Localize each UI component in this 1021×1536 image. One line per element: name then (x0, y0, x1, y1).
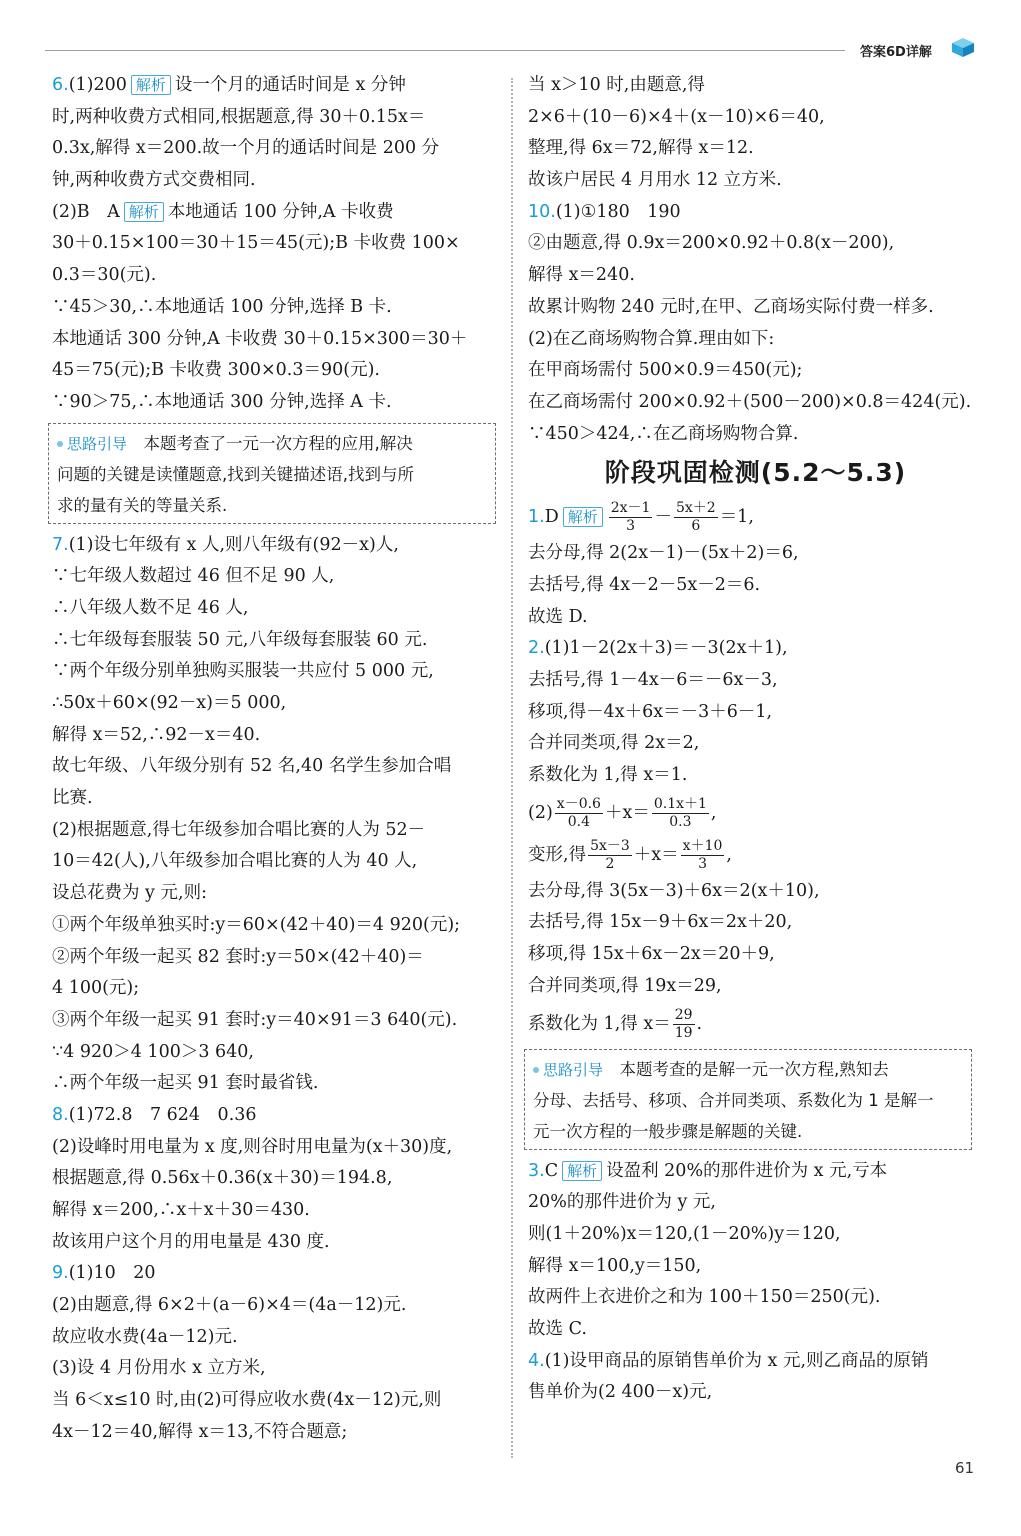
text-line (528, 538, 983, 570)
question-number: 3. (528, 1160, 545, 1181)
line-text: 0.3x,解得 x＝200.故一个月的通话时间是 200 分 (52, 138, 440, 159)
line-text: 变形,得 (528, 844, 587, 865)
line-text: ①两个年级单独买时:y＝60×(42＋40)＝4 920(元); (52, 914, 461, 935)
line-text: 当 6＜x≤10 时,由(2)可得应收水费(4x－12)元,则 (52, 1390, 442, 1411)
line-text: 去括号,得 1－4x－6＝－6x－3, (528, 670, 778, 690)
line-text: 故该用户这个月的用电量是 430 度. (52, 1231, 330, 1252)
text-line (528, 292, 983, 324)
text-line (52, 355, 502, 387)
question-number: 10. (528, 201, 556, 222)
line-text: ∵90＞75,∴本地通话 300 分钟,选择 A 卡. (52, 391, 392, 412)
text-line (52, 846, 502, 878)
fraction (674, 500, 718, 535)
question-number: 9. (52, 1263, 69, 1284)
tip-line (57, 428, 487, 459)
text-line (52, 720, 502, 752)
text-line (528, 197, 983, 229)
line-text: 20%的那件进价为 y 元, (528, 1192, 716, 1213)
bullet-icon (57, 441, 63, 447)
text-line (528, 792, 983, 834)
text-line (52, 656, 502, 688)
text-line (52, 165, 502, 197)
line-text: 解得 x＝100,y＝150, (528, 1255, 702, 1276)
line-text: D (544, 507, 559, 528)
numerator: 5x－3 (590, 837, 630, 854)
line-text: 解得 x＝200,∴x＋x＋30＝430. (52, 1200, 310, 1220)
denominator: 3 (698, 855, 707, 872)
line-text: , (710, 802, 717, 823)
text-line (52, 228, 502, 260)
text-line (528, 419, 983, 451)
line-text: 故该户居民 4 月用水 12 立方米. (528, 170, 782, 191)
line-text: (1)设甲商品的原销售单价为 x 元,则乙商品的原销 (544, 1350, 929, 1371)
line-text: 钟,两种收费方式交费相同. (52, 170, 256, 191)
operator: － (654, 507, 672, 528)
line-text-after: 设盈利 20%的那件进价为 x 元,亏本 (606, 1160, 888, 1181)
line-text: 故应收水费(4a－12)元. (52, 1326, 238, 1347)
text-line (528, 728, 983, 760)
text-line (52, 102, 502, 134)
line-text: , (726, 844, 732, 865)
tip-line (533, 1116, 963, 1147)
text-line (52, 387, 502, 419)
text-line (52, 1100, 502, 1132)
fraction (681, 838, 725, 873)
text-line (528, 939, 983, 971)
question-number: 7. (52, 534, 69, 555)
line-text: 合并同类项,得 19x＝29, (528, 975, 722, 996)
line-text: ∵45＞30,∴本地通话 100 分钟,选择 B 卡. (52, 296, 392, 317)
text-line (528, 602, 983, 634)
question-number: 6. (52, 75, 69, 95)
line-text: ∵七年级人数超过 46 但不足 90 人, (52, 566, 335, 587)
line-text: 系数化为 1,得 x＝1. (528, 765, 688, 786)
text-line (52, 1005, 502, 1037)
line-text: 售单价为(2 400－x)元, (528, 1382, 713, 1403)
line-text: 设总花费为 y 元,则: (52, 883, 207, 904)
question-number: 4. (528, 1350, 545, 1371)
text-line (52, 292, 502, 324)
fraction (555, 796, 603, 831)
line-text: (2)根据题意,得七年级参加合唱比赛的人为 52－ (52, 819, 426, 840)
text-line (52, 1037, 502, 1069)
analysis-tag: 解析 (131, 75, 171, 95)
text-line (528, 1377, 983, 1409)
text-line (528, 260, 983, 292)
text-line (52, 1195, 502, 1227)
tip-label: 思路引导 (543, 1060, 604, 1079)
text-line (52, 1322, 502, 1354)
denominator: 0.4 (567, 813, 591, 830)
analysis-tag: 解析 (124, 202, 164, 222)
text-line (528, 1314, 983, 1346)
text-line (528, 387, 983, 419)
text-line (52, 1353, 502, 1385)
text-line (52, 1290, 502, 1322)
tip-label: 思路引导 (67, 434, 128, 453)
text-line (52, 1385, 502, 1417)
line-text: 2×6＋(10－6)×4＋(x－10)×6＝40, (528, 106, 825, 127)
tip-text: 分母、去括号、移项、合并同类项、系数化为 1 是解一 (533, 1090, 934, 1110)
text-line (52, 530, 502, 562)
text-line (528, 697, 983, 729)
tip-box (524, 1049, 972, 1150)
tip-text: 元一次方程的一般步骤是解题的关键. (533, 1121, 803, 1141)
right-column (528, 70, 983, 1409)
question-number: 1. (528, 507, 545, 528)
denominator: 19 (674, 1024, 693, 1041)
line-text-after: 本地通话 100 分钟,A 卡收费 (167, 201, 394, 222)
tip-text: 本题考查了一元一次方程的应用,解决 (143, 433, 413, 453)
line-text: 45＝75(元);B 卡收费 300×0.3＝90(元). (52, 360, 380, 381)
line-text: (1)设七年级有 x 人,则八年级有(92－x)人, (68, 534, 399, 555)
line-text: (1)1－2(2x＋3)＝－3(2x＋1), (544, 638, 788, 659)
text-line (52, 973, 502, 1005)
text-line (52, 593, 502, 625)
text-line (528, 876, 983, 908)
line-text: 10＝42(人),八年级参加合唱比赛的人为 40 人, (52, 851, 418, 872)
line-text: ∴七年级每套服装 50 元,八年级每套服装 60 元. (52, 629, 428, 650)
text-line (52, 1132, 502, 1164)
text-line (52, 751, 502, 783)
line-text: 系数化为 1,得 x＝ (528, 1013, 671, 1034)
line-text: (2)在乙商场购物合算.理由如下: (528, 328, 775, 349)
denominator: 6 (691, 518, 701, 535)
left-column (52, 70, 502, 1449)
header-rule (45, 50, 845, 51)
text-line (52, 783, 502, 815)
text-line (528, 496, 983, 538)
line-text: 则(1＋20%)x＝120,(1－20%)y＝120, (528, 1223, 841, 1244)
text-line (52, 197, 502, 229)
tip-line (57, 490, 487, 521)
fraction (673, 1007, 695, 1042)
text-line (528, 1156, 983, 1188)
question-number: 2. (528, 638, 545, 659)
text-line (52, 942, 502, 974)
text-line (52, 1417, 502, 1449)
line-text: (1)72.8 7 624 0.36 (68, 1104, 257, 1125)
line-text: ＋x＝ (633, 844, 679, 865)
line-text: 故选 D. (528, 606, 588, 627)
text-line (52, 324, 502, 356)
analysis-tag: 解析 (563, 507, 603, 527)
question-number: 8. (52, 1104, 69, 1125)
text-line (52, 1258, 502, 1290)
numerator: 2x－1 (610, 500, 651, 517)
line-text: ∴50x＋60×(92－x)＝5 000, (52, 693, 287, 713)
line-text: 去括号,得 15x－9＋6x＝2x＋20, (528, 912, 793, 933)
text-line (528, 1219, 983, 1251)
text-line (52, 260, 502, 292)
line-text: . (696, 1013, 703, 1034)
line-text: 故七年级、八年级分别有 52 名,40 名学生参加合唱 (52, 756, 452, 777)
line-text: 去分母,得 2(2x－1)－(5x＋2)＝6, (528, 543, 799, 564)
line-text: ③两个年级一起买 91 套时:y＝40×91＝3 640(元). (52, 1009, 458, 1030)
numerator: x－0.6 (556, 795, 601, 812)
text-line (52, 1068, 502, 1100)
numerator: x＋10 (682, 837, 723, 854)
line-text: ＋x＝ (604, 802, 650, 823)
text-line (528, 1003, 983, 1045)
line-text-after: 设一个月的通话时间是 x 分钟 (174, 75, 406, 95)
text-line (528, 1187, 983, 1219)
line-text: 4 100(元); (52, 978, 140, 999)
tip-text: 求的量有关的等量关系. (57, 495, 228, 515)
numerator: 0.1x＋1 (653, 795, 707, 812)
text-line (528, 633, 983, 665)
tip-box (48, 423, 496, 524)
line-text: 移项,得 15x＋6x－2x＝20＋9, (528, 944, 775, 965)
line-text: 在甲商场需付 500×0.9＝450(元); (528, 360, 803, 381)
line-text: (2)B A (52, 201, 120, 222)
line-text: 故两件上衣进价之和为 100＋150＝250(元). (528, 1287, 881, 1308)
line-text: (1)10 20 (68, 1263, 156, 1284)
text-line (528, 165, 983, 197)
line-text: (2)设峰时用电量为 x 度,则谷时用电量为(x＋30)度, (52, 1136, 453, 1157)
line-text: 时,两种收费方式相同,根据题意,得 30＋0.15x＝ (52, 106, 426, 127)
denominator: 3 (626, 518, 636, 535)
line-text: ∴两个年级一起买 91 套时最省钱. (52, 1073, 319, 1094)
line-text: 故选 C. (528, 1318, 587, 1339)
line-text: ∴八年级人数不足 46 人, (52, 597, 249, 618)
line-text: 30＋0.15×100＝30＋15＝45(元);B 卡收费 100× (52, 233, 460, 254)
numerator: 5x＋2 (675, 500, 716, 517)
text-line (528, 834, 983, 876)
text-line (52, 688, 502, 720)
text-line (528, 1251, 983, 1283)
text-line (528, 228, 983, 260)
fraction (652, 796, 709, 831)
text-line (52, 910, 502, 942)
line-text: ②两个年级一起买 82 套时:y＝50×(42＋40)＝ (52, 946, 424, 967)
line-text: (1)200 (68, 75, 127, 95)
line-text: ∵4 920＞4 100＞3 640, (52, 1041, 254, 1062)
fraction (609, 500, 653, 535)
text-line (52, 815, 502, 847)
line-text: (2)由题意,得 6×2＋(a－6)×4＝(4a－12)元. (52, 1295, 407, 1316)
text-line (52, 1163, 502, 1195)
fraction (588, 838, 632, 873)
text-line (528, 760, 983, 792)
text-line (528, 102, 983, 134)
bullet-icon (533, 1067, 539, 1073)
line-text: 根据题意,得 0.56x＋0.36(x＋30)＝194.8, (52, 1168, 393, 1189)
page-number: 61 (955, 1459, 975, 1477)
line-text: 0.3＝30(元). (52, 265, 157, 286)
text-line (528, 907, 983, 939)
tip-line (533, 1054, 963, 1085)
analysis-tag: 解析 (562, 1161, 602, 1181)
line-text: 整理,得 6x＝72,解得 x＝12. (528, 138, 754, 159)
text-line (52, 70, 502, 102)
numerator: 29 (674, 1006, 693, 1023)
line-text: 解得 x＝240. (528, 265, 635, 286)
column-divider (511, 78, 513, 1458)
text-line (528, 570, 983, 602)
line-text: 4x－12＝40,解得 x＝13,不符合题意; (52, 1421, 348, 1442)
text-line (52, 133, 502, 165)
line-text: ∵两个年级分别单独购买服装一共应付 5 000 元, (52, 661, 434, 682)
tip-line (57, 459, 487, 490)
text-line (52, 1227, 502, 1259)
section-title: 阶段巩固检测(5.2～5.3) (604, 458, 907, 488)
line-text: 解得 x＝52,∴92－x＝40. (52, 724, 261, 745)
text-line (528, 70, 983, 102)
tip-text: 本题考查的是解一元一次方程,熟知去 (619, 1059, 889, 1079)
line-text: 合并同类项,得 2x＝2, (528, 733, 700, 754)
line-text: 在乙商场需付 200×0.92＋(500－200)×0.8＝424(元). (528, 391, 972, 412)
tip-line (533, 1085, 963, 1116)
text-line (528, 971, 983, 1003)
text-line (52, 625, 502, 657)
line-text: 当 x＞10 时,由题意,得 (528, 75, 705, 95)
cube-logo-icon (950, 36, 976, 58)
line-text: 本地通话 300 分钟,A 卡收费 30＋0.15×300＝30＋ (52, 328, 468, 349)
line-text: 去括号,得 4x－2－5x－2＝6. (528, 574, 761, 595)
text-line (528, 133, 983, 165)
line-text: 故累计购物 240 元时,在甲、乙商场实际付费一样多. (528, 296, 934, 317)
text-line (528, 1346, 983, 1378)
line-text: 移项,得－4x＋6x＝－3＋6－1, (528, 701, 773, 722)
text-line (52, 878, 502, 910)
text-line (528, 1282, 983, 1314)
line-text: (3)设 4 月份用水 x 立方米, (52, 1358, 266, 1379)
line-text: C (544, 1160, 559, 1181)
line-text: ②由题意,得 0.9x＝200×0.92＋0.8(x－200), (528, 233, 895, 254)
text-line (528, 665, 983, 697)
denominator: 0.3 (669, 813, 692, 830)
denominator: 2 (605, 855, 615, 872)
line-text: ＝1, (719, 507, 754, 528)
line-text: ∵450＞424,∴在乙商场购物合算. (528, 423, 799, 444)
text-line (52, 561, 502, 593)
tip-text: 问题的关键是读懂题意,找到关键描述语,找到与所 (57, 464, 414, 484)
line-text: (2) (528, 802, 553, 823)
line-text: (1)①180 190 (555, 201, 681, 222)
text-line (528, 324, 983, 356)
text-line (528, 355, 983, 387)
line-text: 比赛. (52, 788, 93, 809)
line-text: 去分母,得 3(5x－3)＋6x＝2(x＋10), (528, 880, 820, 901)
header-title: 答案6D详解 (860, 45, 932, 60)
